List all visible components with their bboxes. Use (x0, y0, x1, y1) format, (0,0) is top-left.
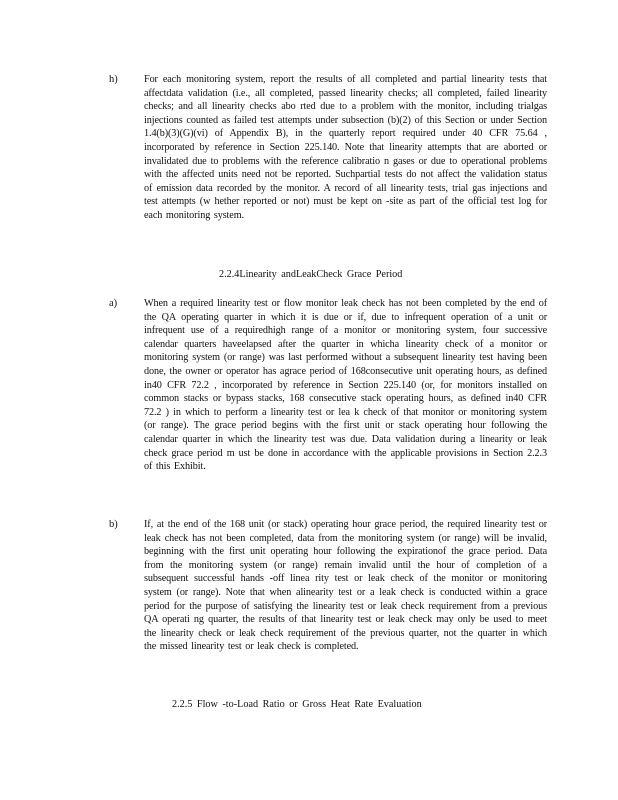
paragraph-marker: h) (109, 74, 118, 85)
paragraph-text: When a required linearity test or flow monitor leak check has not been completed by the end of the QA operating quarter in which it is due or if, due to infrequent operation of a unit or infrequent use of a requiredhigh range of a monitor or monitoring system, four successive calendar quarters haveelapsed after the quarter in whicha linearity check of a monitor or monitoring system (or range) was last performed without a subsequent linearity test having been done, the owner or operator has agrace period of 168consecutive unit operating hours, as defined in40 CFR 72.2 , incorporated by reference in Section 225.140 (or, for monitors installed on common stacks or bypass stacks, 168 consecutive stack operating hours, as defined in40 CFR 72.2 ) in which to perform a linearity test or lea k check of that monitor or monitoring system (or range). The grace period begins with the first unit or stack operating hour following the calendar quarter in which the linearity test was due. Data validation during a linearity or leak check grace period m ust be done in accordance with the applicable provisions in Section 2.2.3 of this Exhibit. (144, 298, 547, 473)
paragraph-marker: a) (109, 298, 118, 309)
paragraph-text: If, at the end of the 168 unit (or stack) operating hour grace period, the required linearity test or leak check has not been completed, data from the monitoring system (or range) will be invalid, beginning with the first unit operating hour following the expirationof the grace period. Data from the monitoring system (or range) remain invalid until the hour of completion of a subsequent successful hands -off linea rity test or leak check of the monitor or monitoring system (or range). Note that when alinearity test or a leak check is conducted within a grace period for the purpose of satisfying the linearity test or leak check requirement from a previous QA operati ng quarter, the results of that linearity test or leak check may only be used to meet the linearity check or leak check requirement of the previous quarter, not the quarter in which the missed linearity test or leak check is completed. (144, 519, 547, 653)
section-heading-2-2-4: 2.2.4Linearity andLeakCheck Grace Period (219, 269, 403, 280)
section-heading-2-2-5: 2.2.5 Flow -to-Load Ratio or Gross Heat Rate Evaluation (172, 699, 422, 710)
paragraph-text: For each monitoring system, report the results of all completed and partial linearity tests that affectdata validation (i.e., all completed, passed linearity checks; all completed, failed linearity checks; and all linearity checks abo rted due to a problem with the monitor, including trialgas injections counted as failed test attempts under subsection (b)(2) of this Section or under Section 1.4(b)(3)(G)(vi) of Appendix B), in the quarterly report required under 40 CFR 75.64 , incorporated by reference in Section 225.140. Note that linearity attempts that are aborted or invalidated due to problems with the reference calibratio n gases or due to operational problems with the affected units need not be reported. Suchpartial tests do not affect the validation status of emission data recorded by the monitor. A record of all linearity tests, trial gas injections and test attempts (w hether reported or not) must be kept on -site as part of the official test log for each monitoring system. (144, 74, 547, 221)
paragraph-marker: b) (109, 519, 118, 530)
